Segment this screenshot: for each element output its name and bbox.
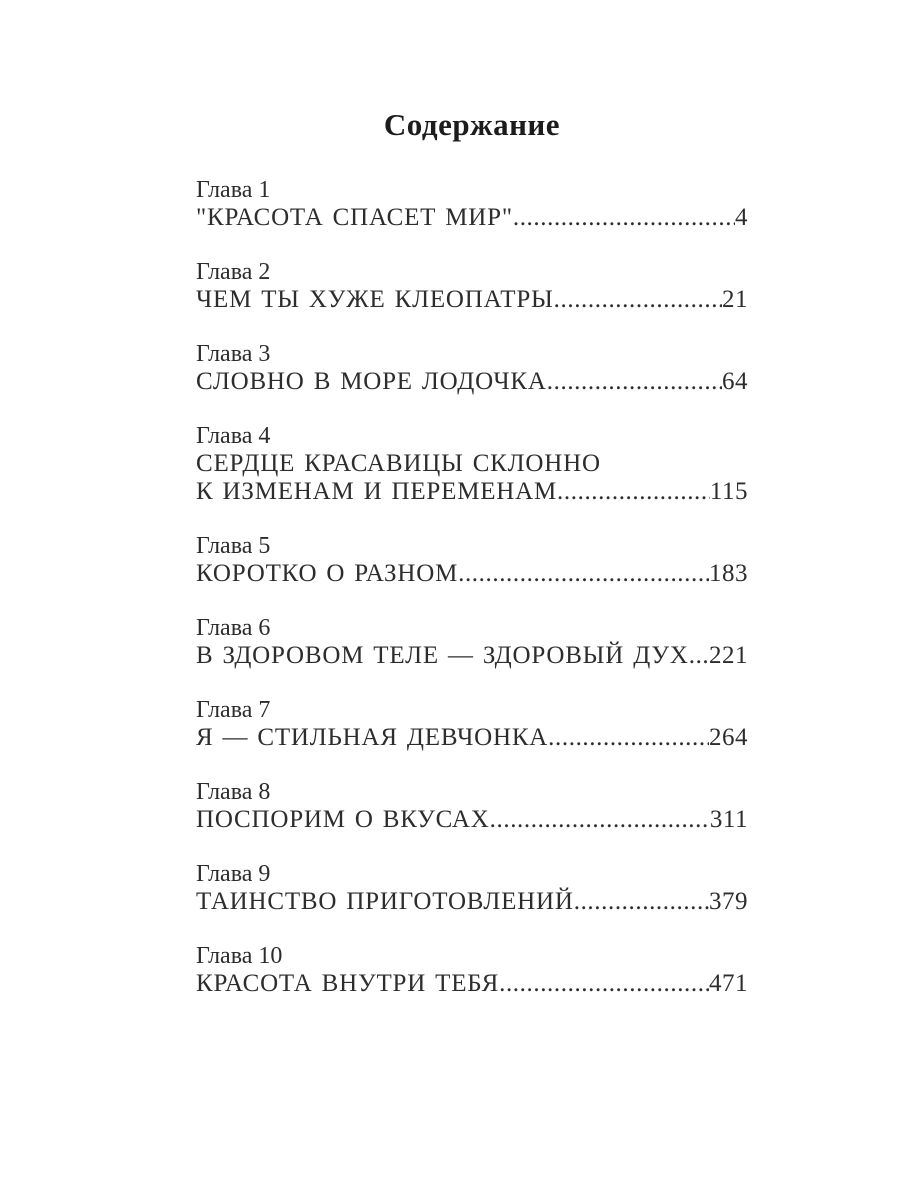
- chapter-title: ЧЕМ ТЫ ХУЖЕ КЛЕОПАТРЫ: [196, 286, 554, 313]
- chapter-label: Глава 8: [196, 779, 271, 805]
- page-number: 4: [735, 204, 748, 231]
- toc-entry: [196, 340, 748, 396]
- toc-entry: [196, 614, 748, 670]
- chapter-label: Глава 1: [196, 177, 271, 203]
- dot-leader: [689, 642, 709, 670]
- toc-entry: [196, 532, 748, 588]
- chapter-title-line: [196, 970, 748, 998]
- chapter-label: Глава 10: [196, 943, 283, 969]
- page-number: 264: [709, 724, 748, 751]
- toc-entry: [196, 258, 748, 314]
- page-number: 115: [709, 478, 748, 505]
- chapter-title-line: [196, 806, 748, 834]
- page-number: 183: [709, 560, 748, 587]
- toc-entry: [196, 422, 748, 506]
- chapter-title-line: [196, 450, 748, 478]
- chapter-title: ПОСПОРИМ О ВКУСАХ: [196, 806, 490, 833]
- chapter-title-line: [196, 888, 748, 916]
- chapter-label: Глава 4: [196, 423, 271, 449]
- toc-entry: [196, 176, 748, 232]
- dot-leader: [458, 560, 709, 588]
- chapter-title-line: [196, 724, 748, 752]
- toc-entry: [196, 696, 748, 752]
- dot-leader: [547, 368, 722, 396]
- chapter-label: Глава 6: [196, 615, 271, 641]
- chapter-title-line: [196, 642, 748, 670]
- page-number: 221: [709, 642, 748, 669]
- dot-leader: [574, 888, 709, 916]
- dot-leader: [499, 970, 709, 998]
- chapter-title-line: [196, 368, 748, 396]
- chapter-title: ТАИНСТВО ПРИГОТОВЛЕНИЙ: [196, 888, 574, 915]
- chapter-title-line: [196, 478, 748, 506]
- chapter-label: Глава 7: [196, 697, 271, 723]
- chapter-label: Глава 5: [196, 533, 271, 559]
- toc-entry: [196, 860, 748, 916]
- toc-entry: [196, 778, 748, 834]
- chapter-label: Глава 3: [196, 341, 271, 367]
- chapter-title: "КРАСОТА СПАСЕТ МИР": [196, 204, 513, 231]
- page-number: 379: [709, 888, 748, 915]
- page-title: Содержание: [383, 107, 561, 142]
- chapter-title: В ЗДОРОВОМ ТЕЛЕ — ЗДОРОВЫЙ ДУХ: [196, 642, 689, 669]
- chapter-label: Глава 2: [196, 259, 271, 285]
- dot-leader: [513, 204, 735, 232]
- page-number: 21: [722, 286, 748, 313]
- page-number: 64: [722, 368, 748, 395]
- chapter-title: КРАСОТА ВНУТРИ ТЕБЯ: [196, 970, 500, 997]
- chapter-title-line: [196, 560, 748, 588]
- page-number: 471: [709, 970, 748, 997]
- toc-list: [196, 176, 748, 998]
- chapter-title-line: [196, 204, 748, 232]
- page-number: 311: [709, 806, 748, 833]
- toc-entry: [196, 942, 748, 998]
- dot-leader: [557, 478, 710, 506]
- chapter-title: СЕРДЦЕ КРАСАВИЦЫ СКЛОННО: [196, 450, 601, 477]
- dot-leader: [554, 286, 722, 314]
- chapter-title: СЛОВНО В МОРЕ ЛОДОЧКА: [196, 368, 547, 395]
- dot-leader: [548, 724, 709, 752]
- chapter-title: К ИЗМЕНАМ И ПЕРЕМЕНАМ: [196, 478, 558, 505]
- dot-leader: [490, 806, 710, 834]
- chapter-title: КОРОТКО О РАЗНОМ: [196, 560, 459, 587]
- chapter-title: Я — СТИЛЬНАЯ ДЕВЧОНКА: [196, 724, 549, 751]
- chapter-title-line: [196, 286, 748, 314]
- chapter-label: Глава 9: [196, 861, 271, 887]
